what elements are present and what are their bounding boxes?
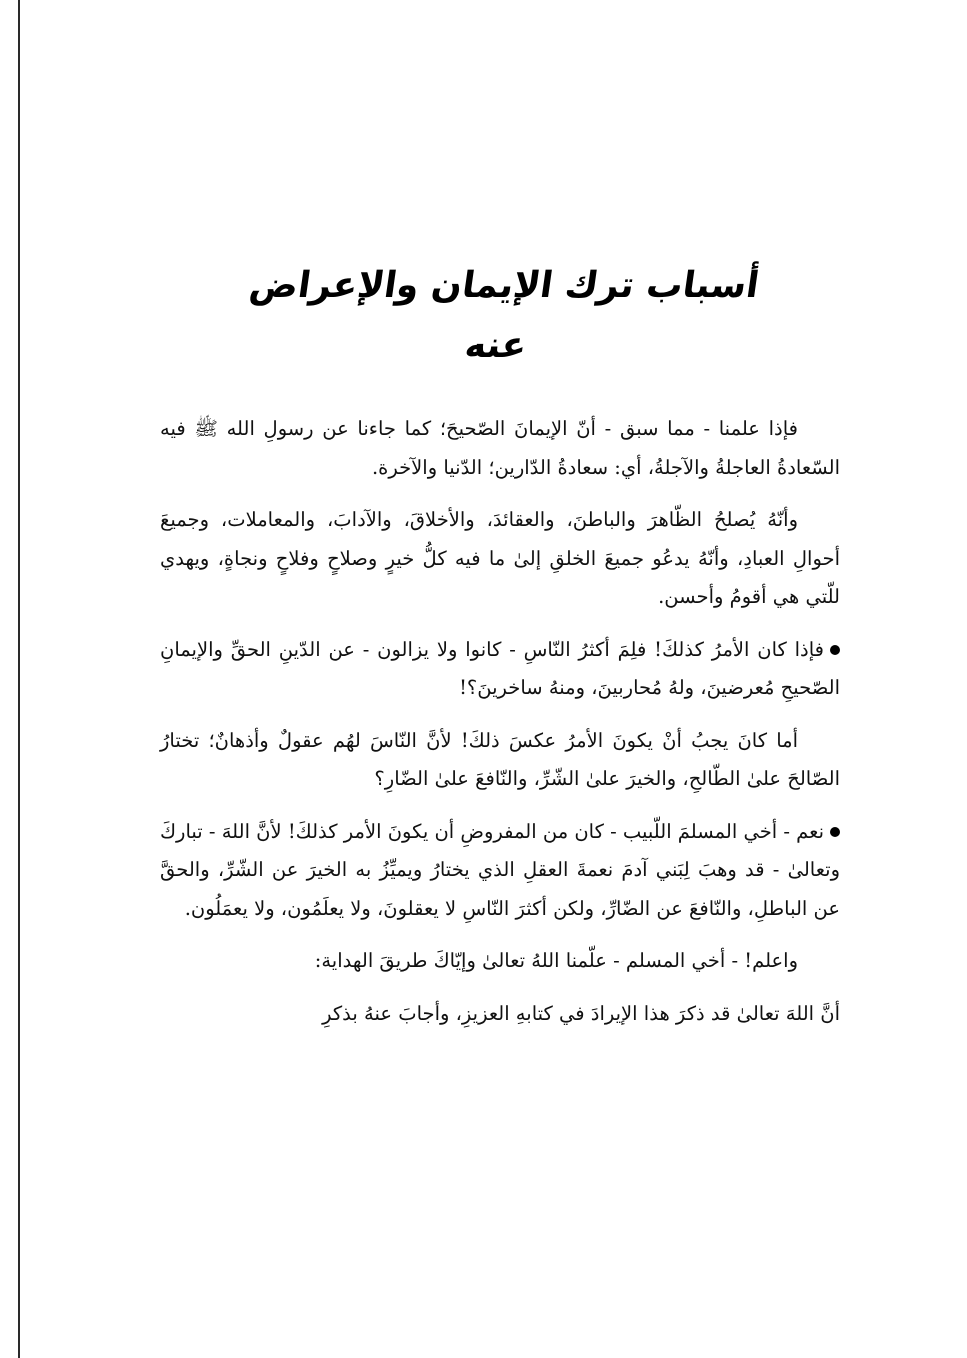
paragraph-6: واعلم! - أخي المسلم - علّمنا اللهُ تعالىٰ وإيّاكَ طريقَ الهداية: bbox=[314, 949, 798, 972]
paragraph-1: فإذا علمنا - مما سبق - أنّ الإيمانَ الصّحيحَ؛ كما جاءنا عن رسولِ الله ﷺ فيه السّعادةُ العاجلةُ والآجلةُ، أي: سعادةُ الدّارين؛ الدّنيا والآخرة. bbox=[160, 417, 840, 479]
bullet-icon bbox=[830, 645, 840, 655]
page-edge-line bbox=[18, 0, 20, 1358]
bullet-icon bbox=[830, 827, 840, 837]
paragraph-5-text: نعم - أخي المسلمَ اللّبيب - كان من المفروضِ أن يكونَ الأمر كذلكَ! لأنَّ اللهَ - تباركَ وتعالىٰ - قد وهبَ لِبَني آدمَ نعمةَ العقلِ الذي يختارُ ويميِّزُ به الخيرَ عن الشّرِّ، والحقَّ عن الباطلِ، والنّافعَ عن الضّارِّ، ولكن أكثرَ النّاسِ لا يعقلونَ، ولا يعلَمُون، ولا يعمَلُون. bbox=[159, 819, 840, 920]
paragraph-3-text: فإذا كان الأمرُ كذلكَ! فلِمَ أكثرُ النّاسِ - كانوا ولا يزالون - عن الدّينِ الحقِّ والإيمانِ الصّحيحِ مُعرضينَ، ولهُ مُحاربينَ، ومنهُ ساخرينَ؟! bbox=[160, 637, 840, 699]
chapter-heading: أسباب ترك الإيمان والإعراض عنه bbox=[246, 265, 762, 367]
paragraph-7: أنَّ اللهَ تعالىٰ قد ذكرَ هذا الإيرادَ في كتابهِ العزيزِ، وأجابَ عنهُ بذكرِ bbox=[322, 1001, 840, 1025]
paragraph-2: وأنّهُ يُصلحُ الظّاهرَ والباطنَ، والعقائدَ، والأخلاقَ، والآدابَ، والمعاملات، وجميعَ أحوالِ العبادِ، وأنّهُ يدعُو جميعَ الخلقِ إلىٰ ما فيه كلُّ خيرٍ وصلاحٍ وفلاحٍ ونجاةٍ، ويهدي للّتي هي أقومُ وأحسن. bbox=[160, 508, 840, 608]
paragraph-3 bbox=[160, 631, 840, 708]
paragraph-5 bbox=[160, 813, 840, 929]
paragraph-4: أما كانَ يجبُ أنْ يكونَ الأمرُ عكسَ ذلكَ! لأنَّ النّاسَ لهُم عقولٌ وأذهانٌ؛ تختارُ الصّالحَ علىٰ الطّالحِ، والخيرَ علىٰ الشّرِّ، والنّافعَ علىٰ الضّارِ؟ bbox=[160, 728, 840, 790]
body-text bbox=[160, 410, 840, 1047]
